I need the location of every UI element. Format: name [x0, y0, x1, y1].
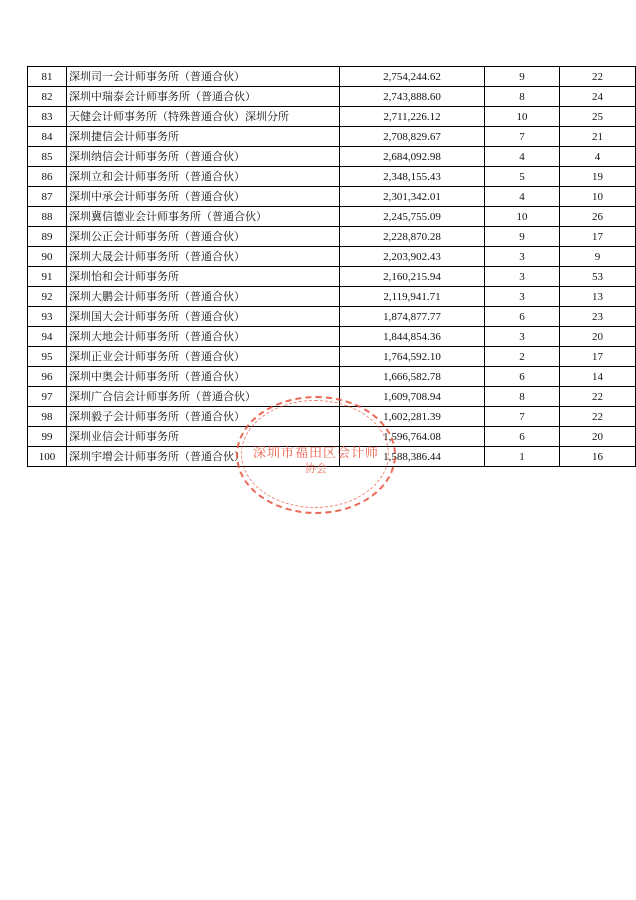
row-col-a: 9: [485, 227, 560, 247]
table-row: [28, 447, 636, 467]
table-row: [28, 207, 636, 227]
table-row: [28, 87, 636, 107]
row-amount: 1,602,281.39: [340, 407, 485, 427]
table-row: [28, 347, 636, 367]
row-col-b: 53: [560, 267, 636, 287]
row-index: 81: [28, 67, 67, 87]
row-amount: 2,684,092.98: [340, 147, 485, 167]
row-col-a: 8: [485, 387, 560, 407]
row-index: 91: [28, 267, 67, 287]
row-firm-name: 深圳中奥会计师事务所（普通合伙）: [67, 367, 340, 387]
row-index: 89: [28, 227, 67, 247]
row-firm-name: 深圳司一会计师事务所（普通合伙）: [67, 67, 340, 87]
row-firm-name: 深圳中承会计师事务所（普通合伙）: [67, 187, 340, 207]
row-firm-name: 深圳国大会计师事务所（普通合伙）: [67, 307, 340, 327]
row-col-a: 3: [485, 247, 560, 267]
table-row: [28, 247, 636, 267]
table-row: [28, 427, 636, 447]
row-firm-name: 深圳公正会计师事务所（普通合伙）: [67, 227, 340, 247]
table-body: [28, 67, 636, 467]
row-amount: 2,743,888.60: [340, 87, 485, 107]
row-index: 87: [28, 187, 67, 207]
row-amount: 2,119,941.71: [340, 287, 485, 307]
row-col-b: 22: [560, 387, 636, 407]
row-col-a: 3: [485, 327, 560, 347]
row-col-a: 3: [485, 287, 560, 307]
row-amount: 1,844,854.36: [340, 327, 485, 347]
row-index: 98: [28, 407, 67, 427]
row-firm-name: 深圳捷信会计师事务所: [67, 127, 340, 147]
table-row: [28, 327, 636, 347]
row-col-a: 9: [485, 67, 560, 87]
row-col-b: 14: [560, 367, 636, 387]
row-amount: 1,764,592.10: [340, 347, 485, 367]
seal-subtext: 协会: [305, 463, 327, 475]
row-index: 96: [28, 367, 67, 387]
table-row: [28, 267, 636, 287]
row-col-a: 4: [485, 187, 560, 207]
table-row: [28, 287, 636, 307]
row-index: 95: [28, 347, 67, 367]
row-col-a: 7: [485, 127, 560, 147]
row-col-b: 13: [560, 287, 636, 307]
row-index: 94: [28, 327, 67, 347]
row-amount: 2,228,870.28: [340, 227, 485, 247]
table-row: [28, 167, 636, 187]
row-col-a: 10: [485, 107, 560, 127]
row-firm-name: 深圳中瑞泰会计师事务所（普通合伙）: [67, 87, 340, 107]
row-firm-name: 深圳正业会计师事务所（普通合伙）: [67, 347, 340, 367]
row-col-b: 16: [560, 447, 636, 467]
row-col-b: 22: [560, 407, 636, 427]
row-firm-name: 深圳宇增会计师事务所（普通合伙）: [67, 447, 340, 467]
row-firm-name: 天健会计师事务所（特殊普通合伙）深圳分所: [67, 107, 340, 127]
table-row: [28, 187, 636, 207]
row-index: 99: [28, 427, 67, 447]
row-amount: 2,245,755.09: [340, 207, 485, 227]
row-firm-name: 深圳纳信会计师事务所（普通合伙）: [67, 147, 340, 167]
row-index: 93: [28, 307, 67, 327]
row-col-b: 19: [560, 167, 636, 187]
row-col-b: 20: [560, 327, 636, 347]
table-row: [28, 147, 636, 167]
row-amount: 2,301,342.01: [340, 187, 485, 207]
table-row: [28, 107, 636, 127]
row-col-b: 26: [560, 207, 636, 227]
table-row: [28, 387, 636, 407]
row-index: 97: [28, 387, 67, 407]
row-col-a: 6: [485, 307, 560, 327]
row-firm-name: 深圳大晟会计师事务所（普通合伙）: [67, 247, 340, 267]
row-index: 84: [28, 127, 67, 147]
row-index: 92: [28, 287, 67, 307]
row-col-b: 10: [560, 187, 636, 207]
row-col-b: 24: [560, 87, 636, 107]
row-amount: 2,708,829.67: [340, 127, 485, 147]
row-col-a: 7: [485, 407, 560, 427]
row-amount: 1,596,764.08: [340, 427, 485, 447]
table-row: [28, 407, 636, 427]
row-col-a: 1: [485, 447, 560, 467]
row-index: 88: [28, 207, 67, 227]
row-amount: 2,348,155.43: [340, 167, 485, 187]
row-index: 82: [28, 87, 67, 107]
table-row: [28, 127, 636, 147]
row-firm-name: 深圳大鹏会计师事务所（普通合伙）: [67, 287, 340, 307]
row-col-b: 4: [560, 147, 636, 167]
row-firm-name: 深圳广合信会计师事务所（普通合伙）: [67, 387, 340, 407]
data-table-container: [27, 66, 610, 467]
row-amount: 2,203,902.43: [340, 247, 485, 267]
table-row: [28, 227, 636, 247]
row-index: 85: [28, 147, 67, 167]
firms-ranking-table: [27, 66, 636, 467]
row-col-b: 17: [560, 347, 636, 367]
row-col-a: 10: [485, 207, 560, 227]
row-col-a: 4: [485, 147, 560, 167]
row-col-b: 17: [560, 227, 636, 247]
seal-text: 深圳市福田区会计师: [252, 445, 379, 460]
row-amount: 2,160,215.94: [340, 267, 485, 287]
row-col-a: 8: [485, 87, 560, 107]
row-col-b: 21: [560, 127, 636, 147]
row-firm-name: 深圳大地会计师事务所（普通合伙）: [67, 327, 340, 347]
row-index: 100: [28, 447, 67, 467]
row-col-a: 3: [485, 267, 560, 287]
row-col-a: 5: [485, 167, 560, 187]
row-col-a: 6: [485, 427, 560, 447]
row-col-a: 6: [485, 367, 560, 387]
row-col-b: 20: [560, 427, 636, 447]
row-col-b: 25: [560, 107, 636, 127]
row-index: 86: [28, 167, 67, 187]
row-col-b: 22: [560, 67, 636, 87]
row-firm-name: 深圳立和会计师事务所（普通合伙）: [67, 167, 340, 187]
table-row: [28, 67, 636, 87]
table-row: [28, 367, 636, 387]
table-row: [28, 307, 636, 327]
row-col-a: 2: [485, 347, 560, 367]
row-firm-name: 深圳冀信德业会计师事务所（普通合伙）: [67, 207, 340, 227]
row-col-b: 9: [560, 247, 636, 267]
row-col-b: 23: [560, 307, 636, 327]
row-amount: 2,754,244.62: [340, 67, 485, 87]
row-firm-name: 深圳毅子会计师事务所（普通合伙）: [67, 407, 340, 427]
row-index: 90: [28, 247, 67, 267]
row-amount: 1,609,708.94: [340, 387, 485, 407]
row-firm-name: 深圳业信会计师事务所: [67, 427, 340, 447]
row-amount: 1,588,386.44: [340, 447, 485, 467]
row-amount: 1,666,582.78: [340, 367, 485, 387]
row-index: 83: [28, 107, 67, 127]
row-amount: 2,711,226.12: [340, 107, 485, 127]
row-firm-name: 深圳怡和会计师事务所: [67, 267, 340, 287]
row-amount: 1,874,877.77: [340, 307, 485, 327]
